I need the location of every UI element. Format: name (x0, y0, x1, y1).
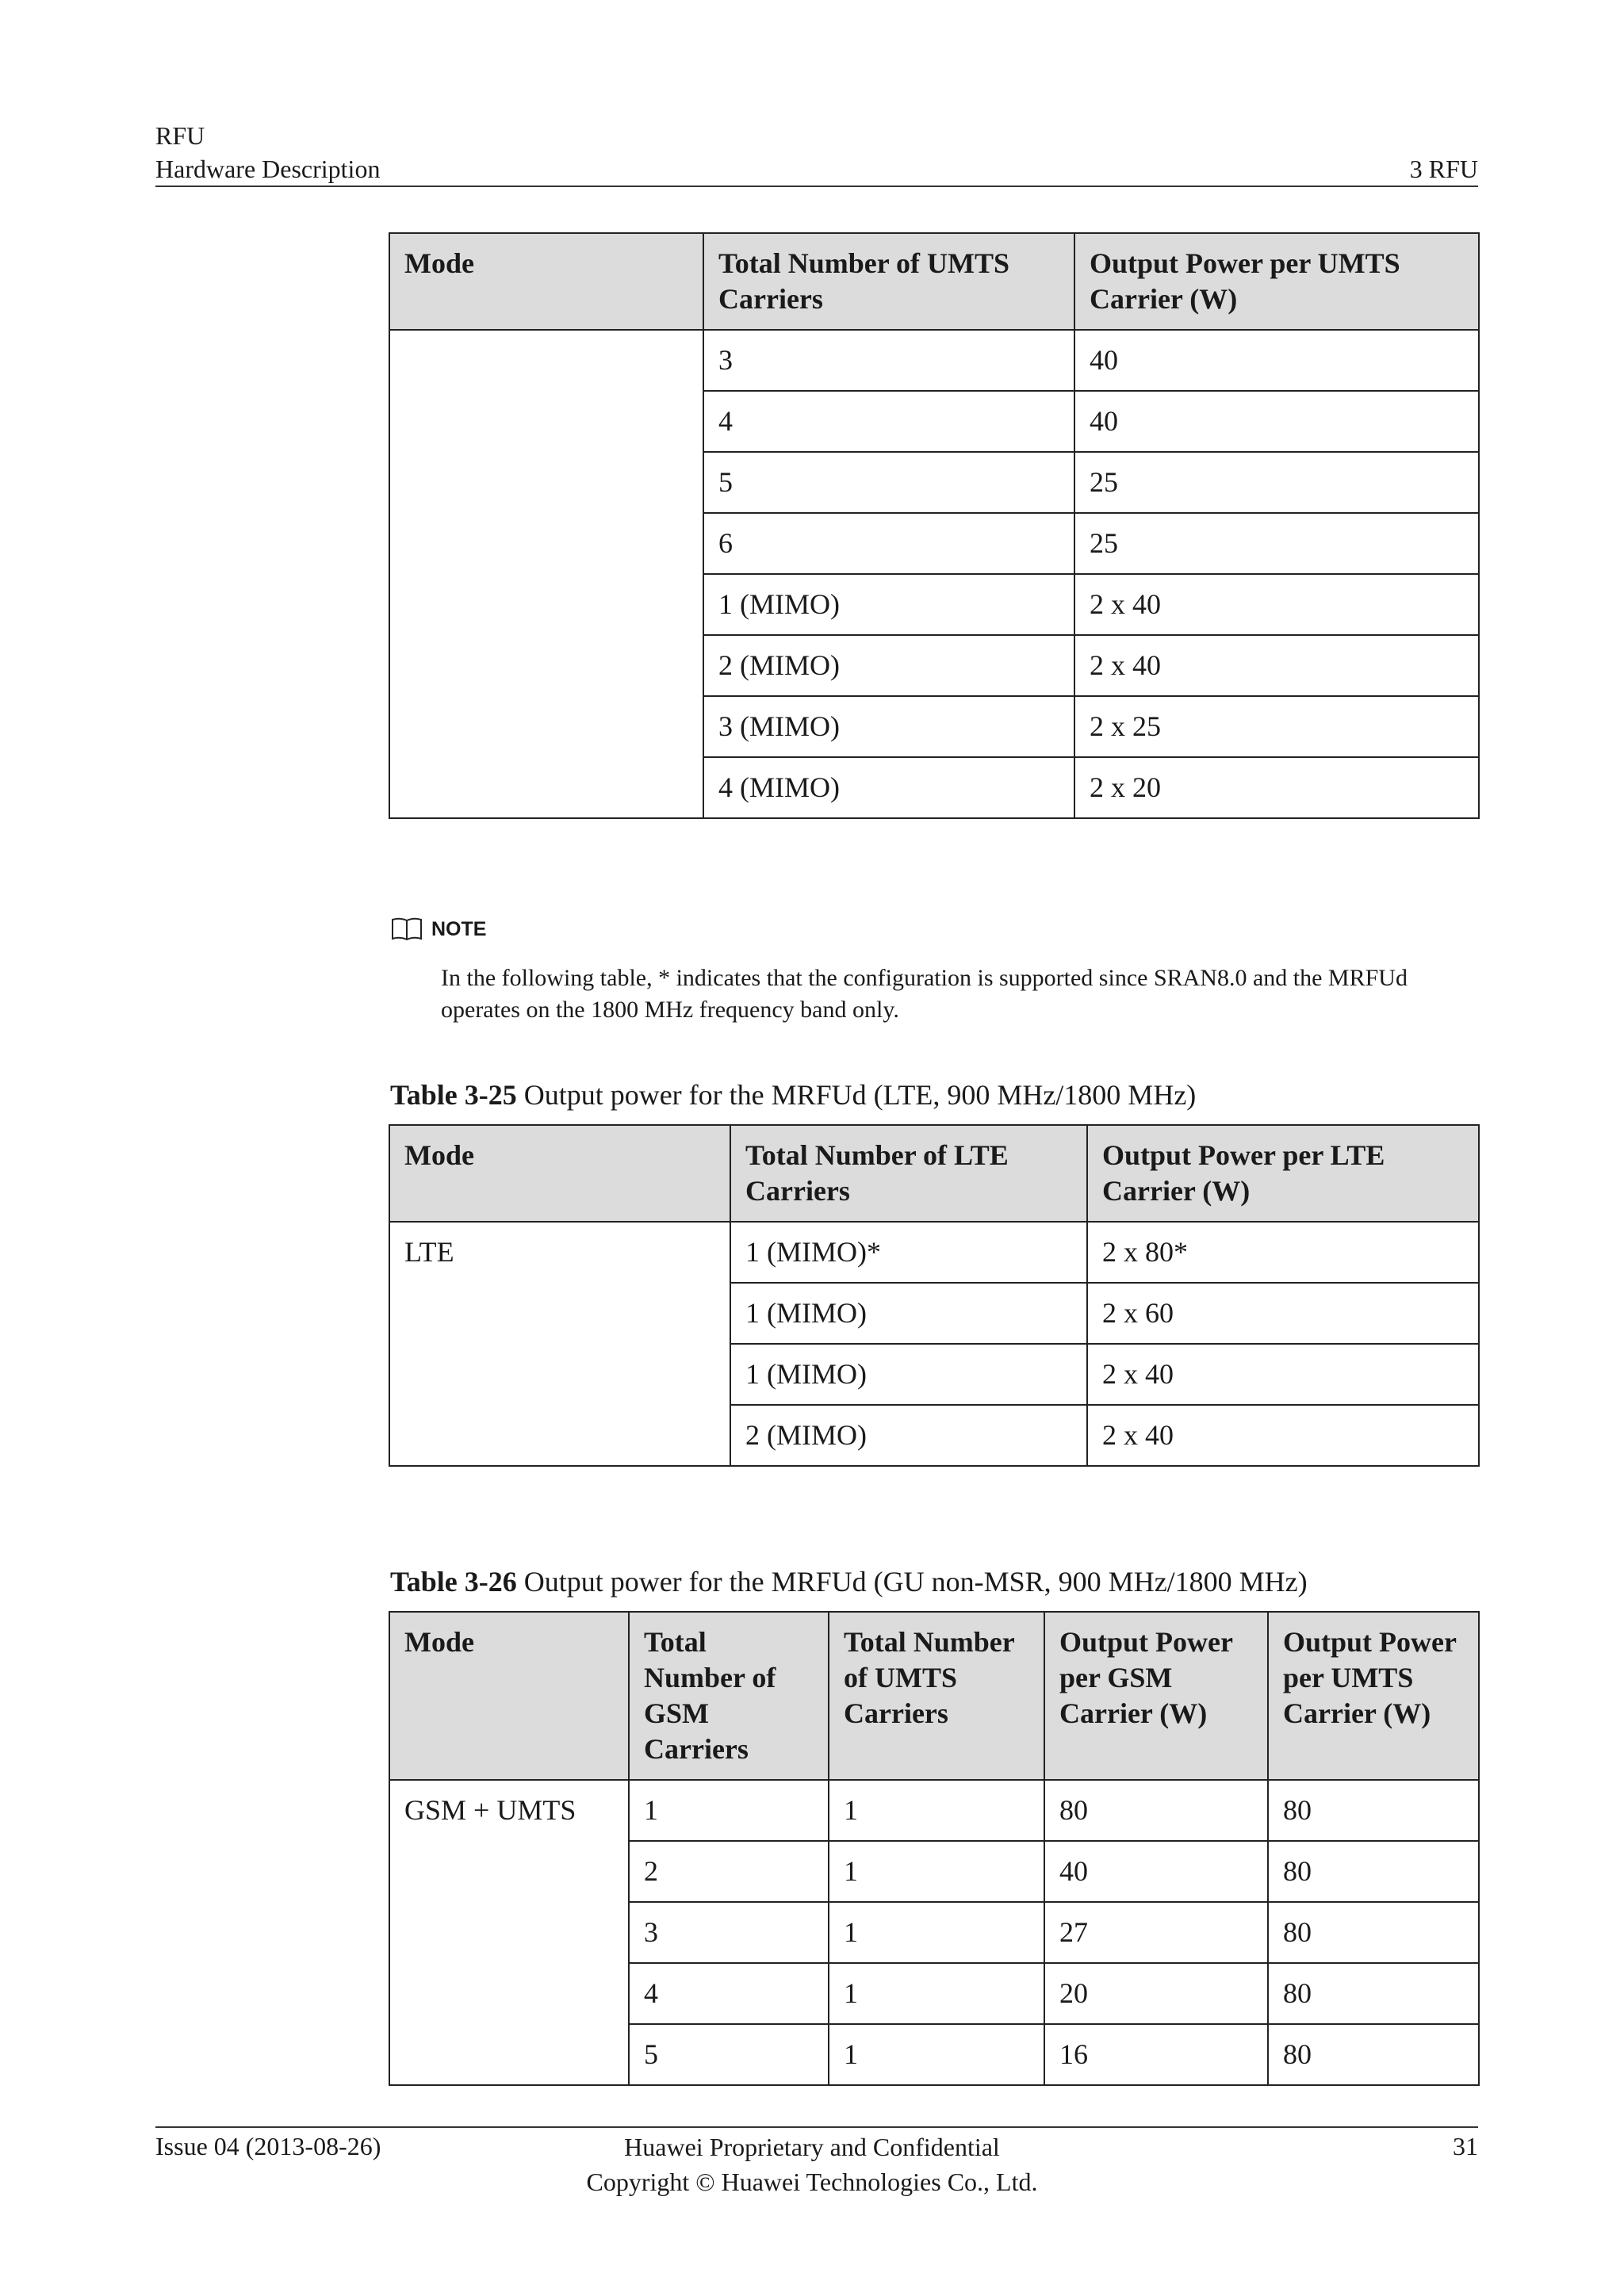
column-header: Total Number of GSM Carriers (629, 1612, 829, 1780)
note-label: NOTE (431, 917, 487, 940)
table-cell: 1 (629, 1780, 829, 1841)
header-divider (155, 186, 1478, 187)
column-header: Mode (389, 1125, 730, 1222)
table-row (389, 330, 1479, 391)
table-cell: 1 (829, 2024, 1044, 2085)
header-chapter: 3 RFU (1409, 155, 1478, 183)
table-cell: 80 (1268, 2024, 1479, 2085)
note-text: In the following table, * indicates that the configuration is supported since SRAN8.0 and the MRFUd operates on the 1800 MHz frequency band only. (441, 965, 1408, 1023)
table-cell: 4 (703, 391, 1074, 452)
table-cell: 2 (629, 1841, 829, 1902)
table-row (389, 1222, 1479, 1283)
mode-cell: LTE (389, 1222, 730, 1466)
column-header: Total Number of LTE Carriers (730, 1125, 1087, 1222)
table-caption (390, 1077, 1196, 1113)
table-cell: 2 (MIMO) (730, 1405, 1087, 1466)
table-cell: 2 x 80* (1087, 1222, 1479, 1283)
page-header (155, 119, 380, 186)
table-cell: 1 (829, 1963, 1044, 2024)
table-cell: 1 (MIMO)* (730, 1222, 1087, 1283)
table-cell: 1 (MIMO) (703, 574, 1074, 635)
table-cell: 2 x 25 (1074, 696, 1479, 757)
table-cell: 40 (1044, 1841, 1268, 1902)
table-cell: 40 (1074, 391, 1479, 452)
table-cell: 25 (1074, 513, 1479, 574)
lte-output-power-table (389, 1124, 1480, 1467)
footer-confidential: Huawei Proprietary and Confidential (624, 2133, 1000, 2161)
table-cell: 80 (1268, 1780, 1479, 1841)
table-cell: 2 (MIMO) (703, 635, 1074, 696)
table-cell: 2 x 40 (1074, 635, 1479, 696)
table-cell: 80 (1268, 1963, 1479, 2024)
note-heading (390, 916, 486, 943)
caption-number: Table 3-25 (390, 1079, 517, 1111)
column-header: Total Number of UMTS Carriers (829, 1612, 1044, 1780)
column-header: Total Number of UMTS Carriers (703, 233, 1074, 330)
table-cell: 80 (1268, 1841, 1479, 1902)
table-cell: 3 (629, 1902, 829, 1963)
caption-text: Output power for the MRFUd (LTE, 900 MHz/1800 MHz) (516, 1079, 1197, 1111)
column-header: Output Power per UMTS Carrier (W) (1268, 1612, 1479, 1780)
table-cell: 5 (629, 2024, 829, 2085)
table-cell: 1 (MIMO) (730, 1344, 1087, 1405)
table-cell: 3 (703, 330, 1074, 391)
table-cell: 4 (629, 1963, 829, 2024)
book-icon (390, 916, 423, 943)
table-cell: 4 (MIMO) (703, 757, 1074, 818)
table-cell: 2 x 60 (1087, 1283, 1479, 1344)
table-cell: 3 (MIMO) (703, 696, 1074, 757)
table-cell: 40 (1074, 330, 1479, 391)
table-cell: 16 (1044, 2024, 1268, 2085)
table-cell: 80 (1044, 1780, 1268, 1841)
table-cell: 2 x 40 (1087, 1344, 1479, 1405)
gu-output-power-table (389, 1611, 1480, 2086)
table-cell: 2 x 40 (1087, 1405, 1479, 1466)
table-header-row (389, 1612, 1479, 1780)
caption-number: Table 3-26 (390, 1566, 517, 1598)
table-cell: 1 (829, 1841, 1044, 1902)
table-header-row (389, 1125, 1479, 1222)
mode-cell (389, 330, 703, 818)
page-number: 31 (1453, 2132, 1478, 2160)
column-header: Mode (389, 233, 703, 330)
footer-issue: Issue 04 (2013-08-26) (155, 2132, 381, 2160)
column-header: Output Power per LTE Carrier (W) (1087, 1125, 1479, 1222)
umts-output-power-table (389, 232, 1480, 819)
table-cell: 1 (MIMO) (730, 1283, 1087, 1344)
header-doc-title: Hardware Description (155, 155, 381, 183)
footer-divider (155, 2126, 1478, 2128)
footer-copyright: Copyright © Huawei Technologies Co., Ltd. (586, 2168, 1038, 2196)
table-cell: 1 (829, 1780, 1044, 1841)
column-header: Output Power per GSM Carrier (W) (1044, 1612, 1268, 1780)
table-cell: 27 (1044, 1902, 1268, 1963)
column-header: Output Power per UMTS Carrier (W) (1074, 233, 1479, 330)
table-cell: 25 (1074, 452, 1479, 513)
table-cell: 5 (703, 452, 1074, 513)
table-cell: 80 (1268, 1902, 1479, 1963)
table-cell: 2 x 20 (1074, 757, 1479, 818)
table-header-row (389, 233, 1479, 330)
table-cell: 2 x 40 (1074, 574, 1479, 635)
table-row (389, 1780, 1479, 1841)
caption-text: Output power for the MRFUd (GU non-MSR, 900 MHz/1800 MHz) (516, 1566, 1308, 1598)
page-footer (0, 2130, 1624, 2199)
table-cell: 20 (1044, 1963, 1268, 2024)
mode-cell: GSM + UMTS (389, 1780, 629, 2085)
column-header: Mode (389, 1612, 629, 1780)
table-caption (390, 1563, 1308, 1600)
header-product: RFU (155, 121, 205, 150)
table-cell: 1 (829, 1902, 1044, 1963)
table-cell: 6 (703, 513, 1074, 574)
